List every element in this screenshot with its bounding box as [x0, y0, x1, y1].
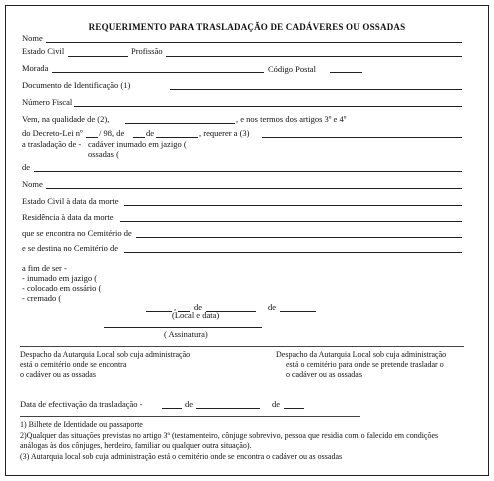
de-label: de: [22, 162, 31, 172]
local-data-caption: (Local e data): [172, 310, 220, 320]
notes-divider: [20, 416, 360, 417]
option-cremado[interactable]: - cremado (: [22, 293, 62, 303]
codigo-postal-label: Código Postal: [268, 64, 316, 74]
despacho-right-line2: está o cemitério para onde se pretende trasladar o: [286, 360, 444, 369]
qualidade-label: Vem, na qualidade de (2),: [22, 114, 110, 124]
estado-civil-morte-field[interactable]: [124, 205, 462, 206]
documento-field[interactable]: [170, 89, 462, 90]
cemiterio-destina-field[interactable]: [124, 252, 462, 253]
estado-civil-field[interactable]: [68, 56, 128, 57]
cemiterio-encontra-field[interactable]: [136, 237, 462, 238]
section-divider: [20, 346, 464, 347]
local-field[interactable]: [146, 311, 172, 312]
assinatura-caption: ( Assinatura): [164, 329, 208, 339]
fim-de-ser-label: a fim de ser -: [22, 263, 67, 273]
cemiterio-destina-label: e se destina no Cemitério de: [22, 243, 119, 253]
decreto-numero-field[interactable]: [86, 137, 98, 138]
decreto-dia-field[interactable]: [133, 137, 145, 138]
despacho-left-line1: Despacho da Autarquia Local sob cuja administração: [20, 350, 191, 359]
local-de-1: de: [194, 302, 203, 312]
efectivacao-mes-field[interactable]: [196, 408, 260, 409]
despacho-left-line2: está o cemitério onde se encontra: [20, 360, 127, 369]
efectivacao-de-2: de: [272, 399, 281, 409]
option-colocado[interactable]: - colocado em ossário (: [22, 283, 102, 293]
decreto-ano-text: / 98, de: [99, 128, 125, 138]
numero-fiscal-label: Número Fiscal: [22, 97, 73, 107]
despacho-left-line3: o cadáver ou as ossadas: [20, 370, 96, 379]
decreto-mes-field[interactable]: [156, 137, 198, 138]
nome-field[interactable]: [46, 42, 462, 43]
documento-label: Documento de Identificação (1): [22, 80, 131, 90]
option-inumado[interactable]: - inumado em jazigo (: [22, 273, 98, 283]
cemiterio-encontra-label: que se encontra no Cemitério de: [22, 228, 132, 238]
residencia-label: Residência à data da morte: [22, 212, 114, 222]
despacho-right-line1: Despacho da Autarquia Local sob cuja administração: [276, 350, 447, 359]
efectivacao-dia-field[interactable]: [162, 408, 182, 409]
residencia-field[interactable]: [120, 221, 462, 222]
profissao-field[interactable]: [166, 56, 462, 57]
trasladacao-label: a trasladação de -: [22, 139, 82, 149]
profissao-label: Profissão: [131, 46, 163, 56]
option-cadaver[interactable]: cadáver inumado em jazigo (: [88, 139, 187, 149]
codigo-postal-field[interactable]: [330, 72, 362, 73]
option-ossadas[interactable]: ossadas (: [88, 149, 119, 159]
nome-label: Nome: [22, 33, 43, 43]
decreto-de-text: de: [146, 128, 155, 138]
data-ano-field[interactable]: [280, 311, 316, 312]
de-field[interactable]: [34, 171, 462, 172]
note-3: (3) Autarquia local sob cuja administração está o cemitério onde se encontra o cadáver ou as ossadas: [20, 452, 343, 461]
local-comma: ,: [174, 302, 177, 312]
decreto-requerer-text: , requerer a (3): [199, 128, 250, 138]
assinatura-field[interactable]: [104, 327, 262, 328]
efectivacao-ano-field[interactable]: [284, 408, 304, 409]
efectivacao-de-1: de: [185, 399, 194, 409]
morada-label: Morada: [22, 63, 49, 73]
note-2-cont: análogas às dos cônjuges, herdeiro, familiar ou qualquer outra situação).: [20, 441, 252, 450]
note-2: 2)Qualquer das situações previstas no artigo 3º (testamenteiro, cônjuge sobrevivo, pessoa que residia com o falecido em condições: [20, 431, 439, 440]
efectivacao-label: Data de efectivação da trasladação -: [20, 399, 143, 409]
estado-civil-morte-label: Estado Civil à data da morte: [22, 196, 119, 206]
despacho-right-line3: o cadáver ou as ossadas: [286, 370, 362, 379]
nome-falecido-field[interactable]: [46, 188, 462, 189]
note-1: 1) Bilhete de Identidade ou passaporte: [20, 420, 143, 429]
autarquia-field[interactable]: [262, 137, 462, 138]
numero-fiscal-field[interactable]: [74, 106, 462, 107]
morada-field[interactable]: [52, 72, 264, 73]
estado-civil-label: Estado Civil: [22, 46, 65, 56]
decreto-label: do Decreto-Lei nº: [22, 128, 83, 138]
nome-falecido-label: Nome: [22, 179, 43, 189]
form-title: REQUERIMENTO PARA TRASLADAÇÃO DE CADÁVERES OU OSSADAS: [88, 22, 406, 32]
local-de-2: de: [268, 302, 277, 312]
qualidade-field[interactable]: [125, 123, 235, 124]
qualidade-termos-text: , e nos termos dos artigos 3º e 4º: [236, 114, 347, 124]
